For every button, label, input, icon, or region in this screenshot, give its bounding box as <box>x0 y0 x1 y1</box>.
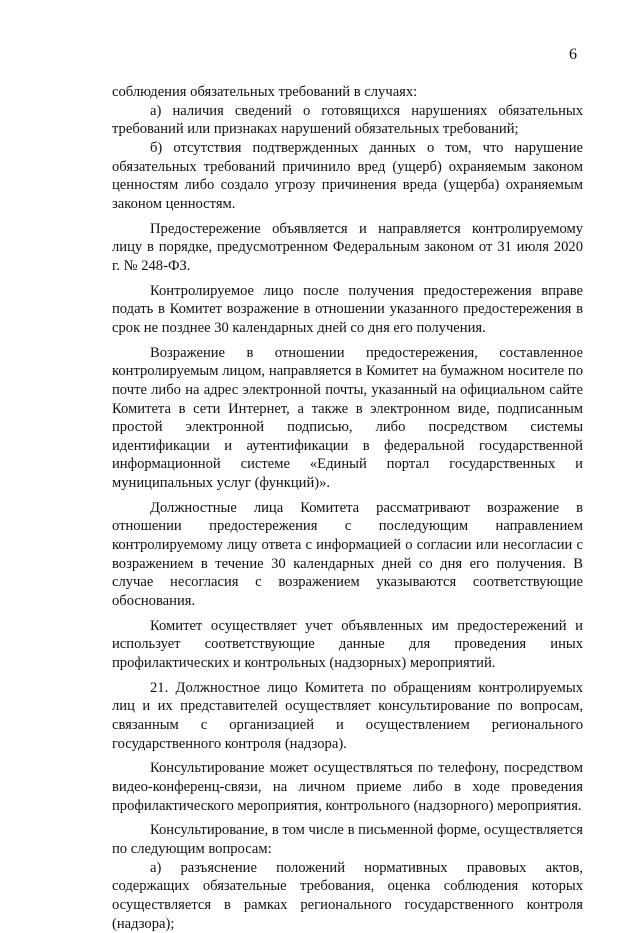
paragraph-objection-submission: Возражение в отношении предостережения, составленное контролируемым лицом, направляется в Комитет на бумажном носителе по почте либо на адрес электронной почты, указанный на официальном сайте Комитета в сети Интернет, а также в электронном виде, подписанным простой электронной подписью, либо посредством системы идентификации и аутентификации в федеральной государственной информационной системе «Единый портал государственных и муниципальных услуг (функций)». <box>112 344 583 492</box>
paragraph-item-a: а) наличия сведений о готовящихся нарушениях обязательных требований или признаках нарушений обязательных требований; <box>112 102 583 138</box>
paragraph-continuation: соблюдения обязательных требований в случаях: <box>112 84 418 100</box>
paragraph-warning-announcement: Предостережение объявляется и направляется контролируемому лицу в порядке, предусмотренном Федеральным законом от 31 июля 2020 г. № 248-ФЗ. <box>112 220 583 274</box>
paragraph-item-b: б) отсутствия подтвержденных данных о том, что нарушение обязательных требований причинило вред (ущерб) охраняемым законом ценностям либо создало угрозу причинения вреда (ущерба) охраняемым законом ценностям. <box>112 139 583 212</box>
paragraph-topic-a: а) разъяснение положений нормативных правовых актов, содержащих обязательные требования, оценка соблюдения которых осуществляется в рамках регионального государственного контроля (надзора); <box>112 859 583 932</box>
paragraph-warning-records: Комитет осуществляет учет объявленных им предостережений и использует соответствующие данные для проведения иных профилактических и контрольных (надзорных) мероприятий. <box>112 617 583 672</box>
paragraph-consulting-topics: Консультирование, в том числе в письменной форме, осуществляется по следующим вопросам: <box>112 822 583 857</box>
paragraph-section-21: 21. Должностное лицо Комитета по обращениям контролируемых лиц и их представителей осуществляет консультирование по вопросам, связанным с организацией и осуществлением регионального государственного контроля (надзора). <box>112 679 583 752</box>
paragraph-consulting-methods: Консультирование может осуществляться по телефону, посредством видео-конференц-связи, на личном приеме либо в ходе проведения профилактического мероприятия, контрольного (надзорного) мероприятия. <box>112 760 583 814</box>
document-body <box>112 83 583 933</box>
paragraph-objection-right: Контролируемое лицо после получения предостережения вправе подать в Комитет возражение в отношении указанного предостережения в срок не позднее 30 календарных дней со дня его получения. <box>112 282 583 336</box>
page-number: 6 <box>569 46 577 63</box>
paragraph-objection-review: Должностные лица Комитета рассматривают возражение в отношении предостережения с последующим направлением контролируемому лицу ответа с информацией о согласии или несогласии с возражением в течение 30 календарных дней со дня его получения. В случае несогласия с возражением указываются соответствующие обоснования. <box>112 499 583 610</box>
